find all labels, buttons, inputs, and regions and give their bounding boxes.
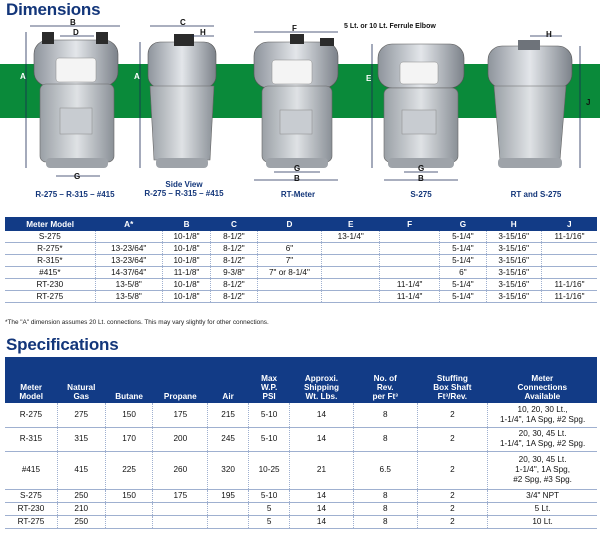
table-cell: 320	[208, 451, 249, 489]
table-cell: 260	[153, 451, 208, 489]
table-cell: RT-230	[5, 502, 57, 515]
specifications-table	[5, 357, 597, 529]
table-cell: 8-1/2"	[211, 231, 257, 243]
table-row	[5, 255, 597, 267]
table-cell: 3-15/16"	[486, 255, 542, 267]
table-cell	[380, 243, 440, 255]
specifications-table-header	[5, 357, 597, 403]
table-cell: 245	[208, 427, 249, 451]
table-cell: 10-1/8"	[162, 231, 211, 243]
table-cell: #415*	[5, 267, 95, 279]
table-cell: 150	[105, 403, 153, 427]
column-header: D	[257, 217, 322, 231]
table-cell: 14	[290, 427, 354, 451]
table-cell	[105, 502, 153, 515]
column-header: F	[380, 217, 440, 231]
table-cell: 8-1/2"	[211, 255, 257, 267]
table-row	[5, 267, 597, 279]
dim-label-g-s: G	[418, 164, 425, 173]
table-cell: 3-15/16"	[486, 267, 542, 279]
table-cell: RT-275	[5, 291, 95, 303]
column-header: Air	[208, 357, 249, 403]
table-cell	[380, 255, 440, 267]
table-cell: 150	[105, 489, 153, 502]
table-cell: 5-1/4"	[440, 243, 486, 255]
table-cell: 315	[57, 427, 105, 451]
table-cell: 13-23/64"	[95, 243, 162, 255]
table-cell	[322, 267, 380, 279]
table-cell: 170	[105, 427, 153, 451]
table-cell	[542, 243, 598, 255]
dim-label-g: G	[74, 172, 81, 181]
table-row	[5, 291, 597, 303]
table-cell: 10-1/8"	[162, 279, 211, 291]
caption-rt-s275: RT and S-275	[510, 190, 562, 199]
table-cell: 14	[290, 489, 354, 502]
dim-label-j: J	[586, 98, 591, 107]
column-header: Meter Model	[5, 217, 95, 231]
table-cell: RT-230	[5, 279, 95, 291]
table-cell: R-275*	[5, 243, 95, 255]
table-cell: 14	[290, 515, 354, 528]
dimensions-table-header	[5, 217, 597, 231]
dim-label-h-rt: H	[546, 30, 552, 39]
table-cell: 8	[353, 403, 417, 427]
table-cell: 11-1/4"	[380, 279, 440, 291]
table-cell: 5 Lt.	[488, 502, 597, 515]
column-header: Meter Model	[5, 357, 57, 403]
column-header: E	[322, 217, 380, 231]
table-cell: 2	[417, 403, 488, 427]
table-cell	[208, 515, 249, 528]
table-cell	[95, 231, 162, 243]
column-header: No. of Rev. per Ft³	[353, 357, 417, 403]
table-cell: 250	[57, 515, 105, 528]
table-cell	[322, 255, 380, 267]
table-cell: 5-1/4"	[440, 255, 486, 267]
table-cell: 5-10	[249, 403, 290, 427]
table-cell	[257, 231, 322, 243]
table-cell: 415	[57, 451, 105, 489]
table-cell: 10-25	[249, 451, 290, 489]
table-cell: 5	[249, 502, 290, 515]
table-cell: 10-1/8"	[162, 291, 211, 303]
table-cell: 14-37/64"	[95, 267, 162, 279]
table-cell: 2	[417, 451, 488, 489]
dimensions-table	[5, 217, 597, 303]
table-cell	[380, 231, 440, 243]
table-cell: 2	[417, 515, 488, 528]
dim-label-h-side: H	[200, 28, 206, 37]
table-cell	[153, 502, 208, 515]
table-cell: S-275	[5, 489, 57, 502]
table-cell	[105, 515, 153, 528]
table-cell: RT-275	[5, 515, 57, 528]
table-cell: 225	[105, 451, 153, 489]
table-cell: 275	[57, 403, 105, 427]
table-cell: 10, 20, 30 Lt., 1-1/4", 1A Spg, #2 Spg.	[488, 403, 597, 427]
table-cell: 3-15/16"	[486, 279, 542, 291]
table-cell: 6.5	[353, 451, 417, 489]
table-cell: 215	[208, 403, 249, 427]
table-cell: 14	[290, 403, 354, 427]
meter-r-front	[34, 32, 118, 168]
table-cell: 195	[208, 489, 249, 502]
table-cell: 11-1/16"	[542, 231, 598, 243]
column-header: G	[440, 217, 486, 231]
table-cell: 14	[290, 502, 354, 515]
table-cell	[380, 267, 440, 279]
caption-s275: S-275	[410, 190, 432, 199]
table-cell: 5-1/4"	[440, 291, 486, 303]
meter-side-view	[148, 34, 216, 168]
table-cell: 8-1/2"	[211, 291, 257, 303]
table-cell: 8	[353, 502, 417, 515]
dim-label-f: F	[292, 24, 297, 33]
table-cell: 5-1/4"	[440, 231, 486, 243]
table-cell: 175	[153, 403, 208, 427]
table-row	[5, 515, 597, 528]
table-row	[5, 243, 597, 255]
table-cell: 13-5/8"	[95, 279, 162, 291]
table-cell: 10-1/8"	[162, 243, 211, 255]
table-cell: 11-1/16"	[542, 291, 598, 303]
dim-label-a: A	[20, 72, 26, 81]
table-cell: 5-1/4"	[440, 279, 486, 291]
meter-rt-s-side	[488, 40, 572, 168]
table-cell: 5-10	[249, 427, 290, 451]
table-row	[5, 403, 597, 427]
elbow-label: 5 Lt. or 10 Lt. Ferrule Elbow	[344, 23, 436, 30]
table-row	[5, 279, 597, 291]
dim-label-b-rt: B	[294, 174, 300, 183]
meter-dimension-diagram	[0, 18, 600, 218]
table-cell: 250	[57, 489, 105, 502]
table-cell: R-315*	[5, 255, 95, 267]
table-cell: 7"	[257, 255, 322, 267]
table-row	[5, 427, 597, 451]
table-row	[5, 451, 597, 489]
table-row	[5, 231, 597, 243]
table-cell	[322, 291, 380, 303]
table-cell: R-275	[5, 403, 57, 427]
table-cell: 11-1/8"	[162, 267, 211, 279]
table-cell: 2	[417, 502, 488, 515]
table-row	[5, 502, 597, 515]
dim-label-b-s: B	[418, 174, 424, 183]
table-cell: 3-15/16"	[486, 231, 542, 243]
column-header: Butane	[105, 357, 153, 403]
table-cell: R-315	[5, 427, 57, 451]
table-cell: 210	[57, 502, 105, 515]
table-cell: 21	[290, 451, 354, 489]
table-cell: 3-15/16"	[486, 291, 542, 303]
table-cell	[208, 502, 249, 515]
table-cell: 11-1/16"	[542, 279, 598, 291]
table-cell: 7" or 8-1/4"	[257, 267, 322, 279]
dim-label-c: C	[180, 18, 186, 27]
table-cell	[322, 279, 380, 291]
column-header: H	[486, 217, 542, 231]
dim-label-g-rt: G	[294, 164, 301, 173]
table-cell	[322, 243, 380, 255]
dim-label-b-top: B	[70, 18, 76, 27]
table-cell: 10-1/8"	[162, 255, 211, 267]
column-header: C	[211, 217, 257, 231]
table-cell: 6"	[440, 267, 486, 279]
table-cell: 20, 30, 45 Lt. 1-1/4", 1A Spg, #2 Spg.	[488, 427, 597, 451]
table-cell: 6"	[257, 243, 322, 255]
column-header: B	[162, 217, 211, 231]
table-cell: 8	[353, 515, 417, 528]
table-cell: 3/4" NPT	[488, 489, 597, 502]
table-cell	[542, 255, 598, 267]
table-cell: 8-1/2"	[211, 279, 257, 291]
table-cell	[542, 267, 598, 279]
table-cell: 11-1/4"	[380, 291, 440, 303]
table-cell: 200	[153, 427, 208, 451]
meter-rt	[254, 34, 338, 168]
column-header: A*	[95, 217, 162, 231]
column-header: Approxi. Shipping Wt. Lbs.	[290, 357, 354, 403]
table-cell: 8	[353, 489, 417, 502]
footnote: *The "A" dimension assumes 20 Lt. connections. This may vary slightly for other connections.	[5, 319, 269, 326]
table-cell: 175	[153, 489, 208, 502]
column-header: Natural Gas	[57, 357, 105, 403]
table-cell: 13-1/4"	[322, 231, 380, 243]
column-header: Propane	[153, 357, 208, 403]
caption-rt-meter: RT-Meter	[280, 190, 316, 199]
table-cell: 3-15/16"	[486, 243, 542, 255]
table-cell: 10 Lt.	[488, 515, 597, 528]
table-cell: 13-5/8"	[95, 291, 162, 303]
specifications-title: Specifications	[6, 335, 119, 354]
table-cell: 13-23/64"	[95, 255, 162, 267]
table-cell	[257, 279, 322, 291]
column-header: Stuffing Box Shaft Ft³/Rev.	[417, 357, 488, 403]
meter-s275	[378, 44, 464, 168]
column-header: J	[542, 217, 598, 231]
dim-label-a-side: A	[134, 72, 140, 81]
table-cell: #415	[5, 451, 57, 489]
caption-r-front: R-275 – R-315 – #415	[35, 190, 115, 199]
column-header: Meter Connections Available	[488, 357, 597, 403]
column-header: Max W.P. PSI	[249, 357, 290, 403]
table-cell: 8-1/2"	[211, 243, 257, 255]
caption-side-view: Side View R-275 – R-315 – #415	[144, 180, 224, 198]
table-cell: 2	[417, 427, 488, 451]
table-cell	[153, 515, 208, 528]
table-cell: 20, 30, 45 Lt. 1-1/4", 1A Spg, #2 Spg, #3 Spg.	[488, 451, 597, 489]
table-cell: 5-10	[249, 489, 290, 502]
table-cell: 8	[353, 427, 417, 451]
table-cell: 5	[249, 515, 290, 528]
table-cell	[257, 291, 322, 303]
table-cell: 9-3/8"	[211, 267, 257, 279]
table-cell: 2	[417, 489, 488, 502]
dimensions-title: Dimensions	[6, 0, 101, 19]
dim-label-d: D	[73, 28, 79, 37]
table-row	[5, 489, 597, 502]
table-cell: S-275	[5, 231, 95, 243]
dim-label-e: E	[366, 74, 372, 83]
